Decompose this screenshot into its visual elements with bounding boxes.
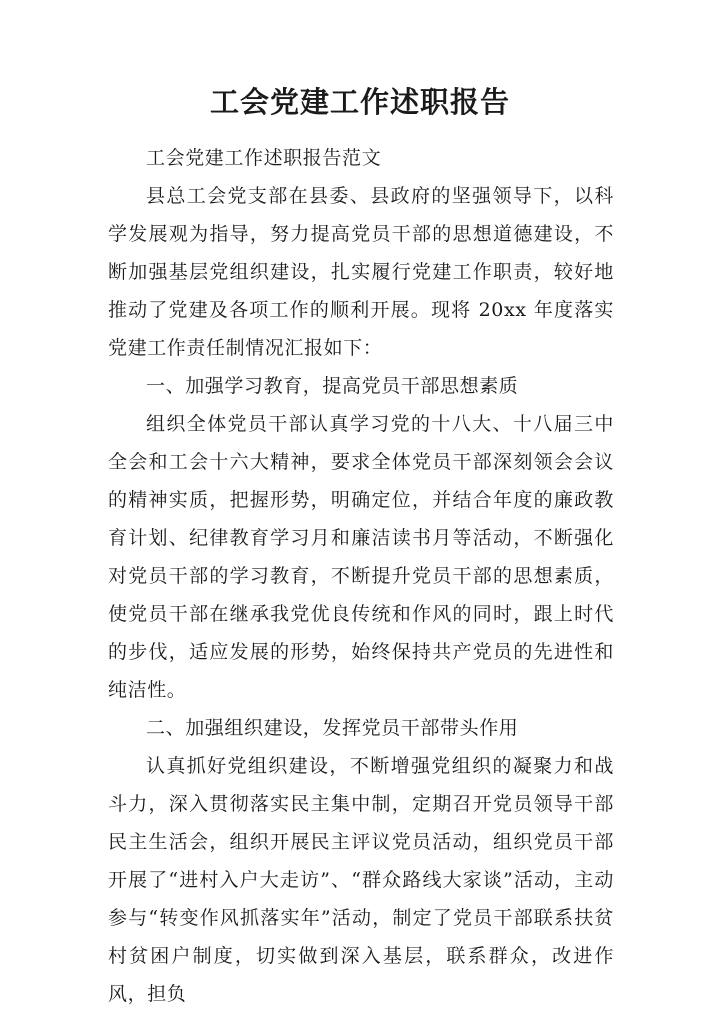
intro-paragraph: 县总工会党支部在县委、县政府的坚强领导下，以科学发展观为指导，努力提高党员干部的思想道德建设，不断加强基层党组织建设，扎实履行党建工作职责，较好地推动了党建及各项工作的顺利开展。现将 20xx 年度落实党建工作责任制情况汇报如下：: [108, 185, 614, 359]
section-2-paragraph: 认真抓好党组织建设，不断增强党组织的凝聚力和战斗力，深入贯彻落实民主集中制，定期召开党员领导干部民主生活会，组织开展民主评议党员活动，组织党员干部开展了“进村入户大走访”、“群众路线大家谈”活动，主动参与“转变作风抓落实年”活动，制定了党员干部联系扶贫村贫困户制度，切实做到深入基层，联系群众，改进作风，担负: [108, 755, 614, 1005]
document-subtitle: 工会党建工作述职报告范文: [146, 147, 382, 169]
section-heading-1: 一、加强学习教育，提高党员干部思想素质: [146, 375, 519, 397]
document-title: 工会党建工作述职报告: [209, 85, 510, 119]
section-1-paragraph: 组织全体党员干部认真学习党的十八大、十八届三中全会和工会十六大精神，要求全体党员干部深刻领会会议的精神实质，把握形势，明确定位，并结合年度的廉政教育计划、纪律教育学习月和廉洁读书月等活动，不断强化对党员干部的学习教育，不断提升党员干部的思想素质，使党员干部在继承我党优良传统和作风的同时，跟上时代的步伐，适应发展的形势，始终保持共产党员的先进性和纯洁性。: [108, 413, 614, 701]
section-heading-2: 二、加强组织建设，发挥党员干部带头作用: [146, 717, 519, 739]
document-body: [108, 139, 614, 1013]
